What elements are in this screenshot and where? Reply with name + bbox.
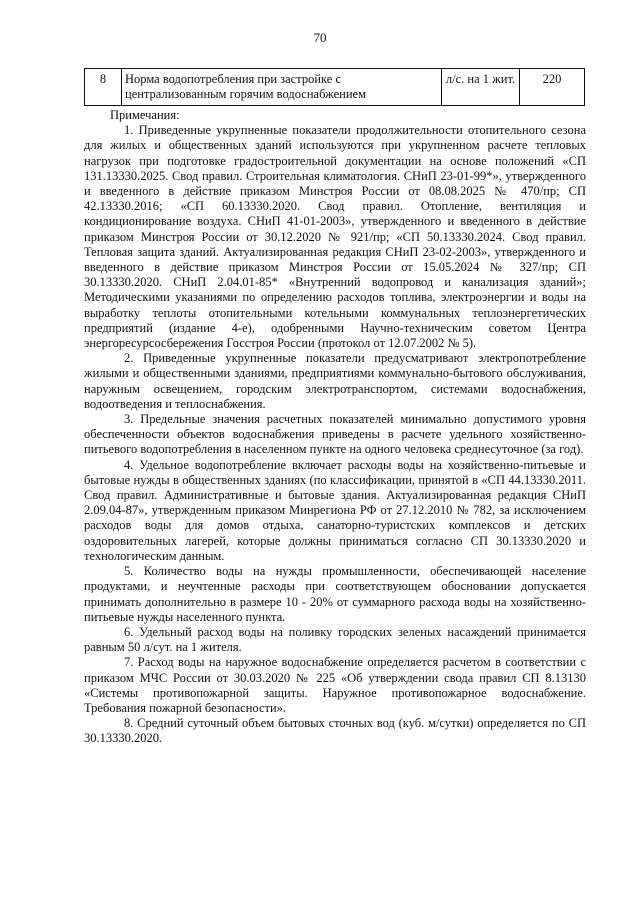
note-5: 5. Количество воды на нужды промышленности, обеспечивающей население продуктами, и неучтенные расходы при соответствующем обосновании допускается принимать дополнительно в размере 10 - 20% от суммарного расхода воды на хозяйственно-питьевые нужды населенного пункта. <box>84 564 586 624</box>
note-6: 6. Удельный расход воды на поливку городских зеленых насаждений принимается равным 50 л/сут. на 1 жителя. <box>84 624 586 655</box>
note-7: 7. Расход воды на наружное водоснабжение определяется расчетом в соответствии с приказом МЧС России от 30.03.2020 № 225 «Об утверждении свода правил СП 8.13130 «Системы противопожарной защиты. Наружное противопожарное водоснабжение. Требования пожарной безопасности». <box>84 655 586 715</box>
row-number: 8 <box>85 69 122 106</box>
note-2: 2. Приведенные укрупненные показатели предусматривают электропотребление жилыми и общественными зданиями, предприятиями коммунально-бытового обслуживания, наружным освещением, городским электротранспортом, системами водоснабжения, водоотведения и теплоснабжения. <box>84 351 586 411</box>
page-number: 70 <box>313 30 327 45</box>
row-value: 220 <box>520 69 585 106</box>
note-3: 3. Предельные значения расчетных показателей минимально допустимого уровня обеспеченности объектов водоснабжения приведены в расчете удельного хозяйственно-питьевого водопотребления в населенном пункте на одного человека среднесуточное (за год). <box>84 412 586 457</box>
note-8: 8. Средний суточный объем бытовых сточных вод (куб. м/сутки) определяется по СП 30.13330.2020. <box>84 716 586 746</box>
note-1: 1. Приведенные укрупненные показатели продолжительности отопительного сезона для жилых и общественных зданий используются при укрупненном расчете тепловых нагрузок при подготовке градостроительной документации на основе положений «СП 131.13330.2025. Свод правил. Строительная климатология. СНиП 23-01-99*», утвержденного и введенного в действие приказом Минстроя России от 08.08.2025 № 470/пр; СП 42.13330.2016; «СП 60.13330.2020. Свод правил. Отопление, вентиляция и кондиционирование воздуха. СНиП 41-01-2003», утвержденного и введенного в действие приказом Минстроя России от 30.12.2020 № 921/пр; «СП 50.13330.2024. Свод правил. Тепловая защита зданий. Актуализированная редакция СНиП 23-02-2003», утвержденного и введенного в действие приказом Минстроя России от 15.05.2024 № 327/пр; СП 30.13330.2020. СНиП 2.04.01-85* «Внутренний водопровод и канализация зданий»; Методическими указаниями по определению расходов топлива, электроэнергии и воды на выработку теплоты отопительными котельными коммунальных теплоэнергетических предприятий (издание 4-е), одобренными Научно-техническим советом Центра энергоресурсосбережения Госстроя России (протокол от 12.07.2002 № 5). <box>84 123 586 351</box>
notes-section <box>84 108 586 747</box>
row-unit: л/с. на 1 жит. <box>442 69 520 106</box>
norms-table <box>84 68 585 106</box>
row-name: Норма водопотребления при застройке с централизованным горячим водоснабжением <box>122 69 442 106</box>
note-4: 4. Удельное водопотребление включает расходы воды на хозяйственно-питьевые и бытовые нужды в общественных зданиях (по классификации, принятой в «СП 44.13330.2011. Свод правил. Административные и бытовые здания. Актуализированная редакция СНиП 2.09.04-87», утвержденным приказом Минрегиона РФ от 27.12.2010 № 782, за исключением расходов воды для домов отдыха, санаторно-туристских комплексов и детских оздоровительных лагерей, которые должны приниматься согласно СП 30.13330.2020 и технологическим данным. <box>84 457 586 563</box>
table-row <box>85 69 585 106</box>
notes-heading: Примечания: <box>110 108 180 122</box>
